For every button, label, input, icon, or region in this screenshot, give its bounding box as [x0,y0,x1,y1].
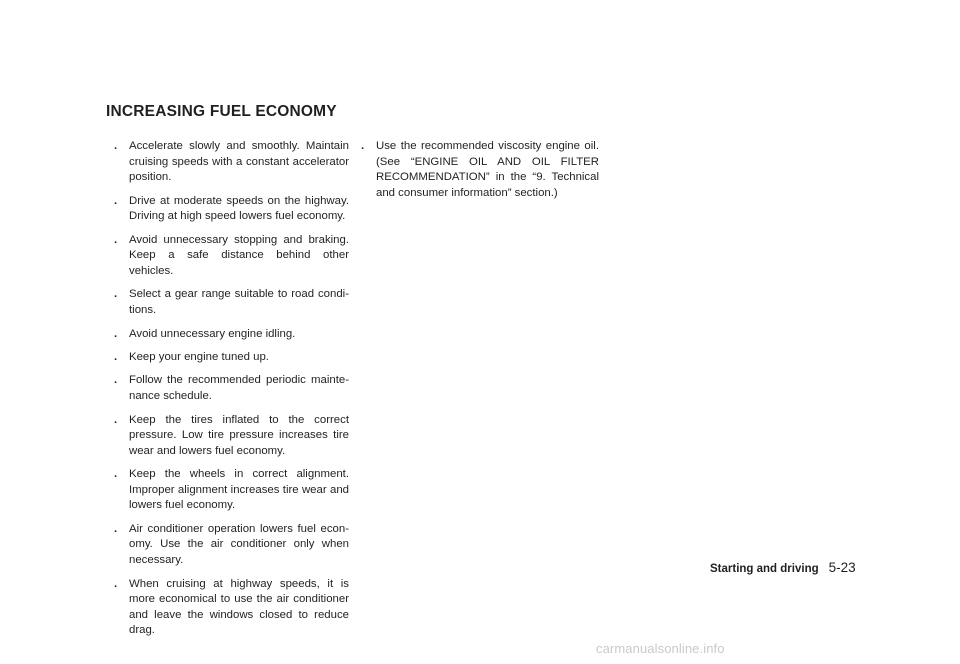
list-item-text: Drive at moderate speeds on the highway. Driving at high speed lowers fuel economy. [129,194,349,223]
list-item [114,350,349,366]
list-item [114,139,349,186]
bullet-icon: . [114,468,118,481]
list-item [114,413,349,460]
bullet-icon: . [114,140,118,152]
list-item [361,139,599,201]
list-item-text: Accelerate slowly and smoothly. Maintain cruising speeds with a constant accelerator position. [129,140,349,184]
list-item-text: Keep your engine tuned up. [129,350,269,363]
page-number: 5-23 [828,560,856,575]
bullet-icon: . [114,577,118,590]
list-item-text: Air conditioner operation lowers fuel econ-omy. Use the air conditioner only when necessary. [129,522,349,567]
page-footer [710,560,856,575]
bullet-icon: . [114,522,118,535]
list-item-text: Use the recommended viscosity engine oil. (See “ENGINE OIL AND OIL FILTER RECOMMENDATION” in the “9. Technical and consumer information” section.) [376,140,599,199]
list-item [114,577,349,639]
list-item-text: Keep the tires inflated to the correct pressure. Low tire pressure increases tire wear and lowers fuel economy. [129,413,349,457]
list-item-text: When cruising at highway speeds, it is more economical to use the air conditioner and leave the windows closed to reduce drag. [129,577,349,637]
bullet-icon: . [114,350,118,363]
footer-section-name: Starting and driving [710,563,819,575]
bullet-icon: . [114,374,118,387]
list-item [114,467,349,514]
bullet-icon: . [114,413,118,426]
list-item-text: Avoid unnecessary engine idling. [129,327,296,340]
list-item [114,522,349,569]
list-item [114,233,349,280]
list-item-text: Keep the wheels in correct alignment. Improper alignment increases tire wear and lowers fuel economy. [129,468,349,512]
list-item [114,287,349,318]
list-item [114,327,349,343]
list-item-text: Follow the recommended periodic mainte-nance schedule. [129,374,349,403]
left-column-list [114,139,349,647]
list-item [114,373,349,404]
list-item-text: Avoid unnecessary stopping and braking. Keep a safe distance behind other vehicles. [129,233,349,277]
right-column-list [361,139,599,209]
bullet-icon: . [114,233,118,246]
bullet-icon: . [114,288,118,301]
list-item-text: Select a gear range suitable to road condi-tions. [129,288,349,317]
section-title: INCREASING FUEL ECONOMY [106,103,337,120]
bullet-icon: . [114,327,118,340]
list-item [114,194,349,225]
bullet-icon: . [361,140,365,152]
bullet-icon: . [114,194,118,207]
watermark: carmanualsonline.info [596,641,725,656]
